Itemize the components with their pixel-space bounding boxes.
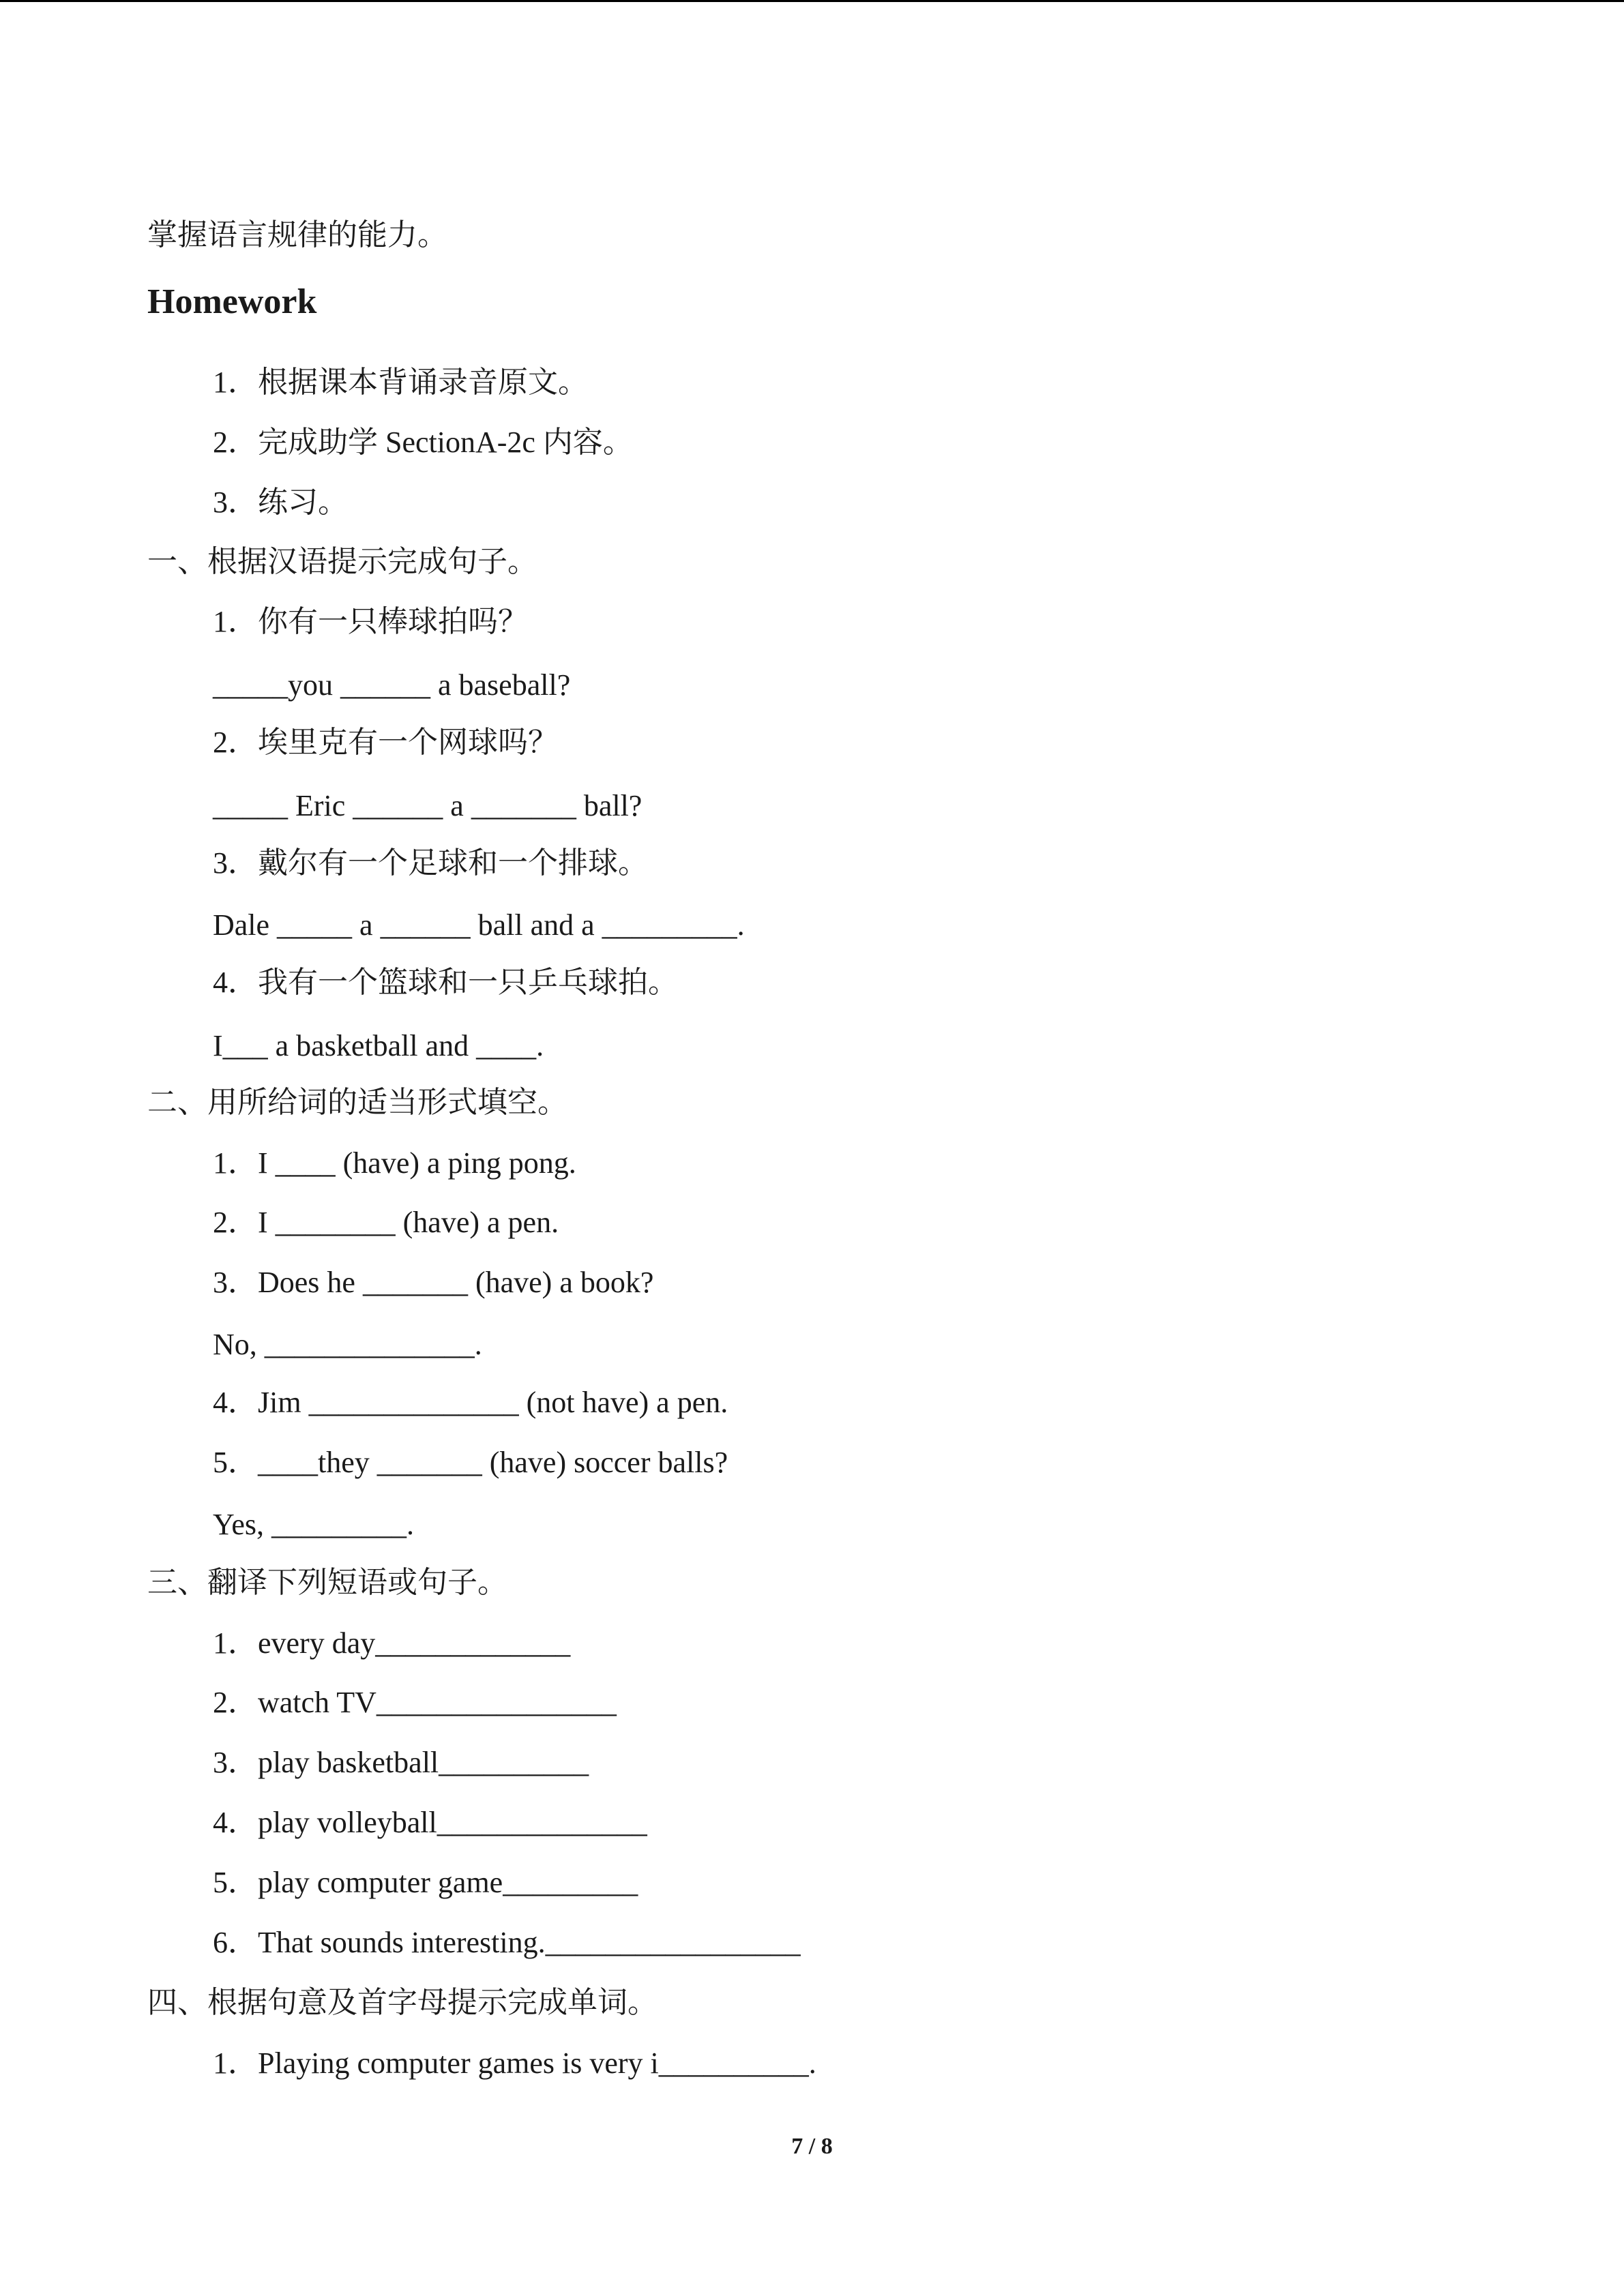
section-3-line: 1．every day_____________ (213, 1626, 571, 1660)
section-2-title: 二、用所给词的适当形式填空。 (147, 1086, 567, 1119)
section-2-line: Yes, _________. (213, 1508, 415, 1541)
page-top-border (0, 0, 1624, 2)
section-1-line: 3．戴尔有一个足球和一个排球。 (213, 846, 648, 880)
section-2-line: 3．Does he _______ (have) a book? (213, 1266, 654, 1299)
section-1-title: 一、根据汉语提示完成句子。 (147, 545, 537, 578)
section-1-line: 1．你有一只棒球拍吗？ (213, 605, 528, 638)
homework-heading: Homework (147, 282, 317, 321)
section-2-line: 5．____they _______ (have) soccer balls? (213, 1446, 728, 1479)
section-1-line: _____you ______ a baseball? (213, 668, 571, 702)
section-4-line: 1．Playing computer games is very i__________. (213, 2046, 816, 2080)
section-1-line: 4．我有一个篮球和一只乒乓球拍。 (213, 966, 678, 999)
section-1-line: 2．埃里克有一个网球吗？ (213, 726, 558, 759)
section-2-line: No, ______________. (213, 1328, 482, 1361)
section-2-line: 1．I ____ (have) a ping pong. (213, 1146, 576, 1180)
section-2-line: 2．I ________ (have) a pen. (213, 1206, 559, 1239)
section-3-line: 5．play computer game_________ (213, 1866, 638, 1899)
section-3-line: 3．play basketball__________ (213, 1746, 589, 1779)
section-3-line: 6．That sounds interesting._________________ (213, 1926, 801, 1959)
section-2-line: 4．Jim ______________ (not have) a pen. (213, 1386, 728, 1419)
section-1-line: _____ Eric ______ a _______ ball? (213, 789, 643, 822)
section-4-title: 四、根据句意及首字母提示完成单词。 (147, 1986, 658, 2019)
section-3-line: 4．play volleyball______________ (213, 1806, 647, 1839)
homework-item: 1．根据课本背诵录音原文。 (213, 366, 588, 399)
page-number: 7 / 8 (791, 2134, 833, 2159)
section-3-line: 2．watch TV________________ (213, 1686, 617, 1719)
intro-tail-text: 掌握语言规律的能力。 (147, 218, 447, 252)
homework-item: 3．练习。 (213, 486, 348, 519)
homework-item: 2．完成助学 SectionA-2c 内容。 (213, 426, 633, 459)
section-1-line: Dale _____ a ______ ball and a _________. (213, 908, 745, 942)
section-3-title: 三、翻译下列短语或句子。 (147, 1566, 507, 1599)
section-1-line: I___ a basketball and ____. (213, 1029, 544, 1062)
